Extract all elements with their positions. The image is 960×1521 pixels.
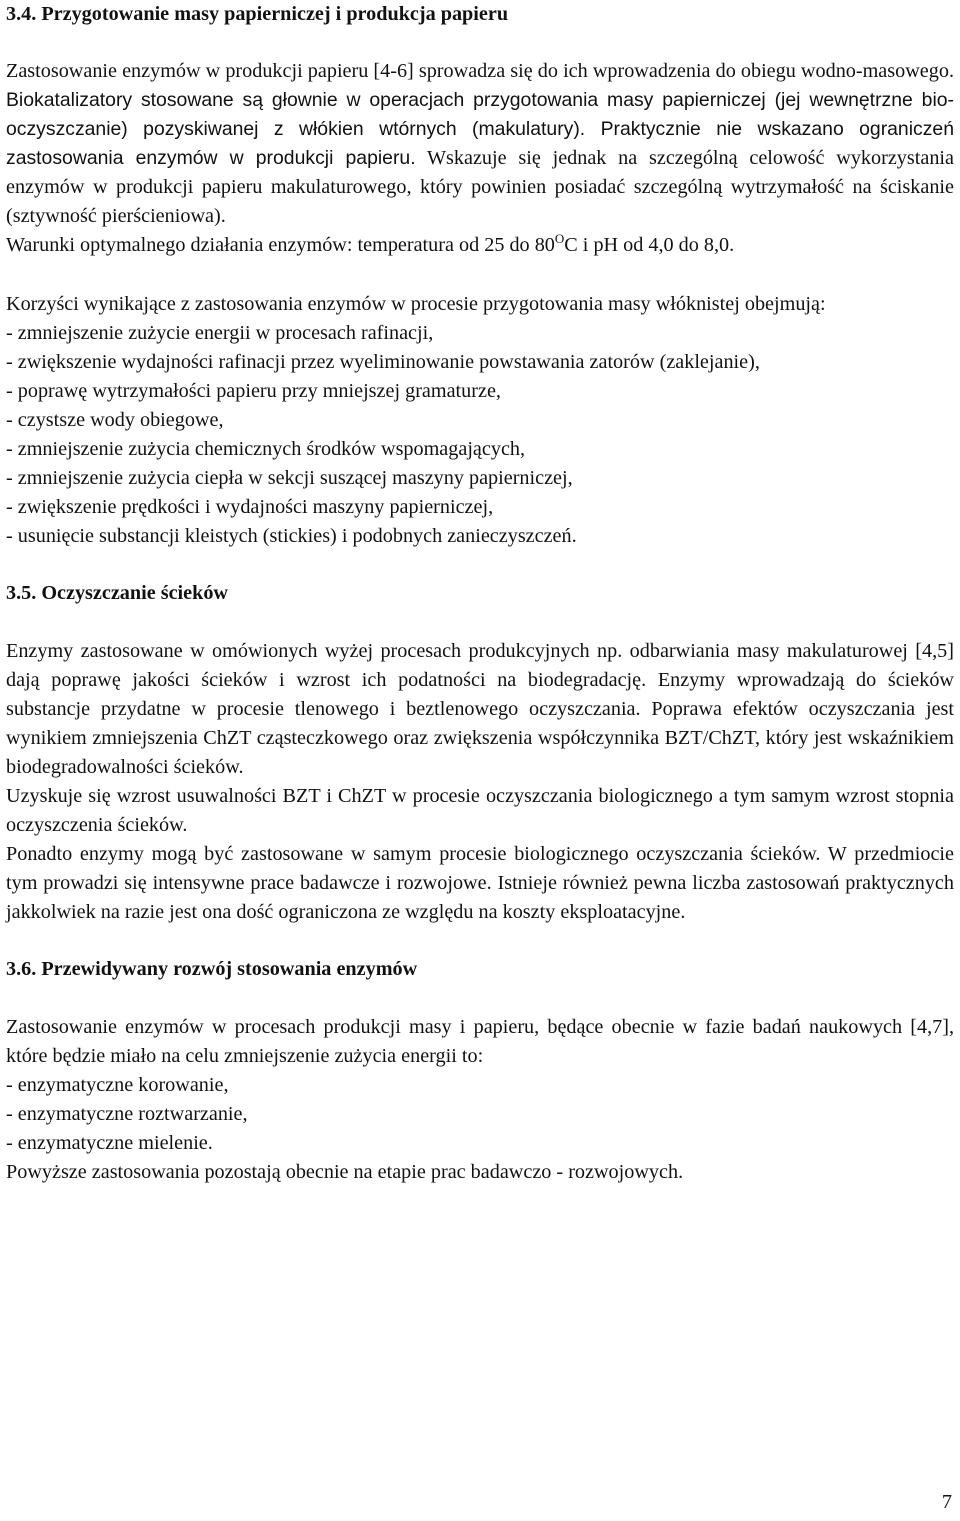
paragraph-bzt-chzt-removal: Uzyskuje się wzrost usuwalności BZT i ChZT w procesie oczyszczania biologicznego a tym samym wzrost stopnia oczyszczenia ścieków. — [6, 785, 954, 836]
list-item: - zwiększenie prędkości i wydajności maszyny papierniczej, — [6, 496, 494, 518]
paragraph-enzymes-in-paper-serif: Zastosowanie enzymów w produkcji papieru [4-6] sprowadza się do ich wprowadzenia do obiegu wodno-masowego. — [6, 60, 954, 82]
future-applications-list — [6, 1071, 954, 1158]
conditions-text-pre: Warunki optymalnego działania enzymów: temperatura od 25 do 80 — [6, 234, 555, 256]
paragraph-benefits-intro: Korzyści wynikające z zastosowania enzymów w procesie przygotowania masy włóknistej obejmują: — [6, 293, 826, 315]
section-heading-3-4: 3.4. Przygotowanie masy papierniczej i produkcja papieru — [6, 3, 509, 25]
paragraph-future-intro: Zastosowanie enzymów w procesach produkcji masy i papieru, będące obecnie w fazie badań naukowych [4,7], które będzie miało na celu zmniejszenie zużycia energii to: — [6, 1016, 954, 1067]
list-item: - czystsze wody obiegowe, — [6, 409, 224, 431]
paragraph-enzymes-in-paper-sans-b: Wskazuje się jednak na szczególną celowość wykorzystania enzymów w produkcji papieru makulaturowego, który powinien posiadać szczególną wytrzymałość na ściskanie (sztywność pierścieniowa). — [6, 147, 954, 227]
list-item: - usunięcie substancji kleistych (stickies) i podobnych zanieczyszczeń. — [6, 525, 577, 547]
benefits-list — [6, 319, 954, 551]
paragraph-future-closing: Powyższe zastosowania pozostają obecnie na etapie prac badawczo - rozwojowych. — [6, 1161, 684, 1183]
page-number: 7 — [941, 1491, 952, 1513]
document-page — [6, 0, 954, 1187]
paragraph-enzymes-in-paper — [6, 57, 954, 231]
paragraph-optimal-conditions — [6, 231, 954, 260]
list-item: - zmniejszenie zużycia ciepła w sekcji suszącej maszyny papierniczej, — [6, 467, 573, 489]
paragraph-biological-treatment: Ponadto enzymy mogą być zastosowane w samym procesie biologicznego oczyszczania ścieków. W przedmiocie tym prowadzi się intensywne prace badawcze i rozwojowe. Istnieje również pewna liczba zastosowań praktycznych jakkolwiek na razie jest ona dość ograniczona ze względu na koszty eksploatacyjne. — [6, 843, 954, 923]
list-item: - zmniejszenie zużycie energii w procesach rafinacji, — [6, 322, 434, 344]
list-item: - enzymatyczne roztwarzanie, — [6, 1103, 248, 1125]
section-heading-3-6: 3.6. Przewidywany rozwój stosowania enzymów — [6, 958, 418, 980]
list-item: - enzymatyczne mielenie. — [6, 1132, 213, 1154]
list-item: - enzymatyczne korowanie, — [6, 1074, 229, 1096]
paragraph-wastewater-improvement: Enzymy zastosowane w omówionych wyżej procesach produkcyjnych np. odbarwiania masy makulaturowej [4,5] dają poprawę jakości ścieków i wzrost ich podatności na biodegradację. Enzymy wprowadzają do ścieków substancje przydatne w procesie tlenowego i beztlenowego oczyszczania. Poprawa efektów oczyszczania jest wynikiem zmniejszenia ChZT cząsteczkowego oraz zwiększenia współczynnika BZT/ChZT, który jest wskaźnikiem biodegradowalności ścieków. — [6, 640, 954, 778]
conditions-text-post: C i pH od 4,0 do 8,0. — [564, 234, 735, 256]
paragraph-enzymes-in-paper-sans-a: Biokatalizatory stosowane są głownie w operacjach przygotowania masy papierniczej (jej wewnętrzne bio-oczyszczanie) pozyskiwanej z włókien wtórnych (makulatury). Praktycznie nie wskazano ograniczeń zastosowania enzymów w produkcji papieru. — [6, 89, 954, 169]
list-item: - poprawę wytrzymałości papieru przy mniejszej gramaturze, — [6, 380, 501, 402]
degree-sup: O — [554, 231, 565, 246]
list-item: - zmniejszenie zużycia chemicznych środków wspomagających, — [6, 438, 526, 460]
section-heading-3-5: 3.5. Oczyszczanie ścieków — [6, 582, 229, 604]
list-item: - zwiększenie wydajności rafinacji przez wyeliminowanie powstawania zatorów (zaklejanie), — [6, 351, 760, 373]
